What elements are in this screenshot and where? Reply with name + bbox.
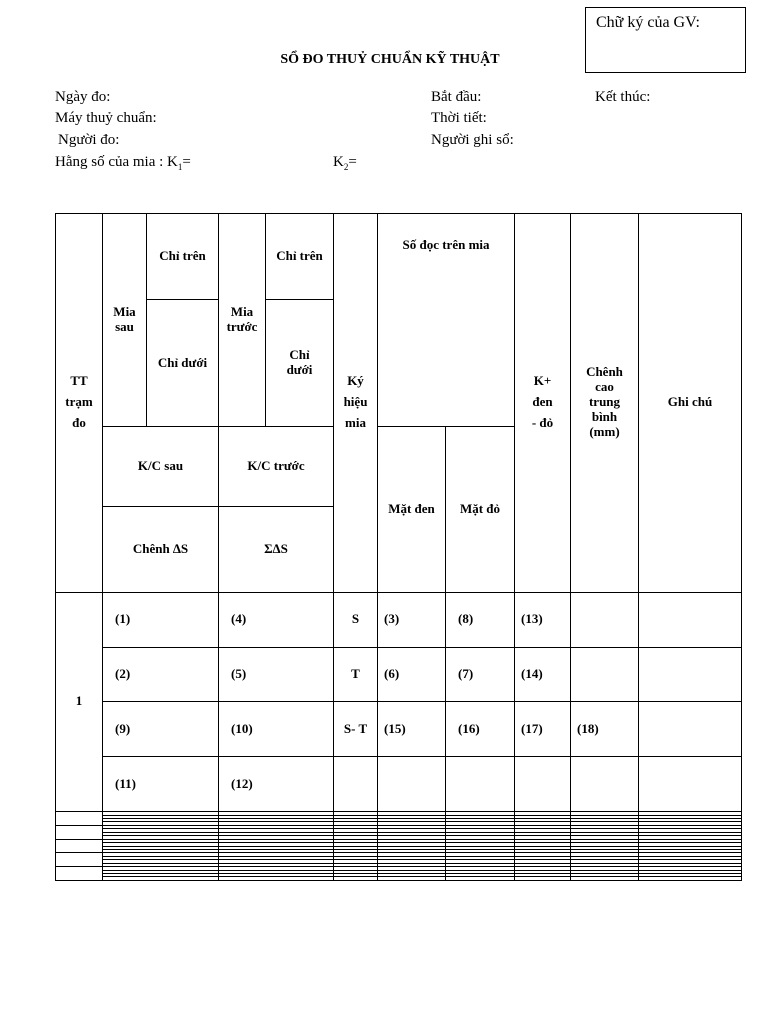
field-k2: $K_2=$ <box>333 154 357 172</box>
header-chi-tren-back: Chỉ trên <box>147 214 219 300</box>
field-nguoi-do: Người đo: <box>58 132 120 148</box>
cell-symbol <box>334 877 378 881</box>
header-tt-tram-do: TT trạm đo <box>56 214 103 593</box>
field-thoi-tiet: Thời tiết: <box>431 110 487 126</box>
cell-symbol: S <box>334 592 378 647</box>
header-mat-do: Mặt đỏ <box>446 427 515 592</box>
cell-mat-do: (8) <box>446 592 515 647</box>
table-header <box>56 214 742 593</box>
header-sum-delta-s: Σ∆S <box>219 506 334 592</box>
cell-symbol <box>334 757 378 812</box>
header-k-den-do: K+ đen - đỏ <box>515 214 571 593</box>
cell-mat-do <box>446 877 515 881</box>
cell-chenh-cao <box>571 592 639 647</box>
cell-mat-den: (3) <box>378 592 446 647</box>
station-number <box>56 853 103 867</box>
cell-mat-den: (6) <box>378 647 446 702</box>
cell-ghi-chu <box>639 877 742 881</box>
header-chenh-delta-s: Chênh ∆S <box>103 506 219 592</box>
page-title: SỔ ĐO THUỶ CHUẨN KỸ THUẬT <box>280 52 500 67</box>
cell-mat-den <box>378 877 446 881</box>
cell-front <box>219 877 334 881</box>
leveling-table <box>55 213 742 881</box>
cell-symbol: T <box>334 647 378 702</box>
field-bat-dau: Bắt đầu: <box>431 89 482 105</box>
cell-back: (11) <box>103 757 219 812</box>
field-ket-thuc: Kết thúc: <box>595 89 651 105</box>
cell-chenh-cao <box>571 647 639 702</box>
cell-chenh-cao: (18) <box>571 702 639 757</box>
station-number <box>56 867 103 881</box>
cell-back <box>103 877 219 881</box>
cell-k-diff <box>515 877 571 881</box>
table-row <box>56 877 742 881</box>
blank-station-rows <box>56 812 742 881</box>
header-so-doc-tren-mia: Số đọc trên mia <box>378 214 515 427</box>
field-nguoi-ghi-so: Người ghi sổ: <box>431 132 514 148</box>
header-chenh-cao-trung-binh: Chênh cao trung bình (mm) <box>571 214 639 593</box>
field-may-thuy-chuan: Máy thuỷ chuẩn: <box>55 110 157 126</box>
cell-back: (9) <box>103 702 219 757</box>
cell-front: (10) <box>219 702 334 757</box>
header-chi-duoi-back: Chỉ dưới <box>147 300 219 427</box>
cell-k-diff <box>515 757 571 812</box>
cell-mat-do: (16) <box>446 702 515 757</box>
station-number <box>56 825 103 839</box>
cell-back: (1) <box>103 592 219 647</box>
header-mia-truoc: Mia trước <box>219 214 266 427</box>
station-1-rows <box>56 592 742 811</box>
cell-mat-do: (7) <box>446 647 515 702</box>
field-hang-so-k1: Hằng số của mia : $K_1=$ <box>55 154 191 172</box>
station-number <box>56 812 103 826</box>
cell-chenh-cao <box>571 757 639 812</box>
cell-k-diff: (13) <box>515 592 571 647</box>
header-ghi-chu: Ghi chú <box>639 214 742 593</box>
cell-mat-den: (15) <box>378 702 446 757</box>
signature-label: Chữ ký của GV: <box>596 14 700 31</box>
cell-mat-den <box>378 757 446 812</box>
field-ngay-do: Ngày đo: <box>55 89 111 105</box>
cell-chenh-cao <box>571 877 639 881</box>
cell-back: (2) <box>103 647 219 702</box>
station-number: 1 <box>56 592 103 811</box>
cell-front: (4) <box>219 592 334 647</box>
header-ky-hieu-mia: Ký hiệu mia <box>334 214 378 593</box>
cell-k-diff: (14) <box>515 647 571 702</box>
header-kc-truoc: K/C trước <box>219 427 334 506</box>
cell-k-diff: (17) <box>515 702 571 757</box>
cell-front: (12) <box>219 757 334 812</box>
cell-symbol: S- T <box>334 702 378 757</box>
cell-mat-do <box>446 757 515 812</box>
cell-ghi-chu <box>639 702 742 757</box>
cell-ghi-chu <box>639 757 742 812</box>
cell-ghi-chu <box>639 647 742 702</box>
header-mat-den: Mặt đen <box>378 427 446 592</box>
header-chi-duoi-front: Chỉ dưới <box>266 300 334 427</box>
cell-front: (5) <box>219 647 334 702</box>
header-chi-tren-front: Chỉ trên <box>266 214 334 300</box>
station-number <box>56 839 103 853</box>
header-kc-sau: K/C sau <box>103 427 219 506</box>
cell-ghi-chu <box>639 592 742 647</box>
header-mia-sau: Mia sau <box>103 214 147 427</box>
